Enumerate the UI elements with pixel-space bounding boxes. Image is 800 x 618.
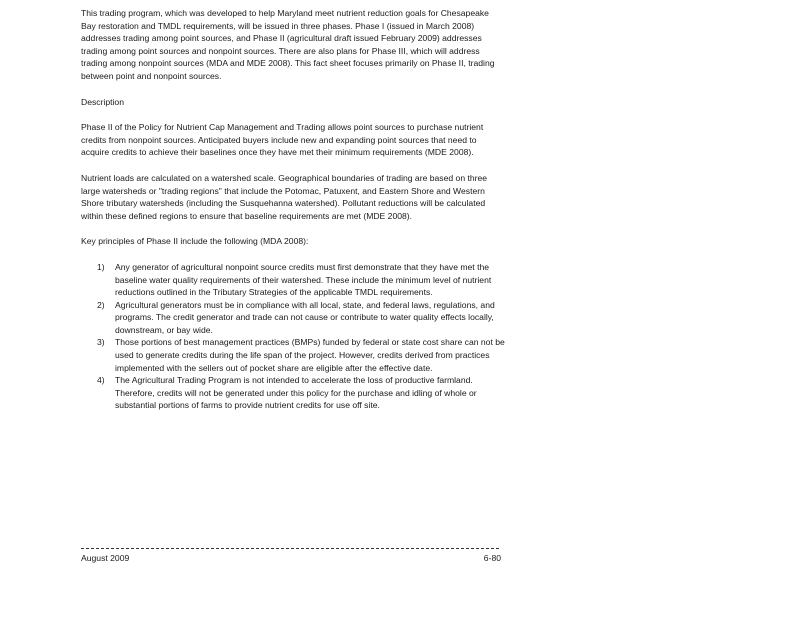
footer-date: August 2009 (81, 553, 130, 563)
footer-divider (81, 548, 499, 549)
list-item (81, 374, 506, 412)
list-item (81, 336, 506, 374)
footer-page-number: 6-80 (483, 553, 501, 563)
list-item-text: The Agricultural Trading Program is not intended to accelerate the loss of productive farmland. Therefore, credits will not be generated under this policy for the purchase and idling of whole or substantial portions of farms to provide nutrient credits for use off site. (115, 375, 477, 411)
section-heading: Description (81, 96, 124, 107)
description-paragraph-2: Nutrient loads are calculated on a watershed scale. Geographical boundaries of trading are based on three large watersheds or "trading regions" that include the Potomac, Patuxent, and Eastern Shore and Western Shore tributary watersheds (including the Susquehanna watershed). Pollutant reductions will be calculated within these defined regions to ensure that baseline requirements are met (MDE 2008). (81, 172, 488, 221)
list-item-text: Any generator of agricultural nonpoint source credits must first demonstrate that they have met the baseline water quality requirements of their watershed. These include the minimum level of nutrient reductions outlined in the Tributary Strategies of the applicable TMDL requirements. (115, 261, 492, 298)
principles-intro: Key principles of Phase II include the following (MDA 2008): (81, 236, 309, 247)
list-item-text: Agricultural generators must be in compliance with all local, state, and federal laws, regulations, and programs. The credit generator and trade can not cause or contribute to water quality effects locally, downstream, or bay wide. (115, 299, 495, 335)
list-item-number: 3) (97, 337, 105, 348)
principles-list (81, 261, 506, 412)
list-item-number: 2) (97, 299, 105, 310)
list-item (81, 299, 506, 337)
list-item (81, 261, 506, 299)
list-item-number: 1) (97, 261, 105, 272)
intro-paragraph: This trading program, which was developed to help Maryland meet nutrient reduction goals for Chesapeake Bay restoration and TMDL requirements, will be issued in three phases. Phase I (issued in March 2008) addresses trading among point sources, and Phase II (agricultural draft issued February 2009) addresses trading among point sources and nonpoint sources. There are also plans for Phase III, which will address trading among nonpoint sources (MDA and MDE 2008). This fact sheet focuses primarily on Phase II, trading between point and nonpoint sources. (81, 8, 495, 81)
description-paragraph-1: Phase II of the Policy for Nutrient Cap Management and Trading allows point sources to purchase nutrient credits from nonpoint sources. Anticipated buyers include new and expanding point sources that need to acquire credits to achieve their baselines once they have met their minimum requirements (MDE 2008). (81, 122, 484, 158)
list-item-text: Those portions of best management practices (BMPs) funded by federal or state cost share can not be used to generate credits during the life span of the project. However, credits derived from practices implemented with the sellers out of pocket share are eligible after the effective date. (115, 337, 505, 373)
list-item-number: 4) (97, 375, 105, 386)
document-body (81, 7, 506, 412)
